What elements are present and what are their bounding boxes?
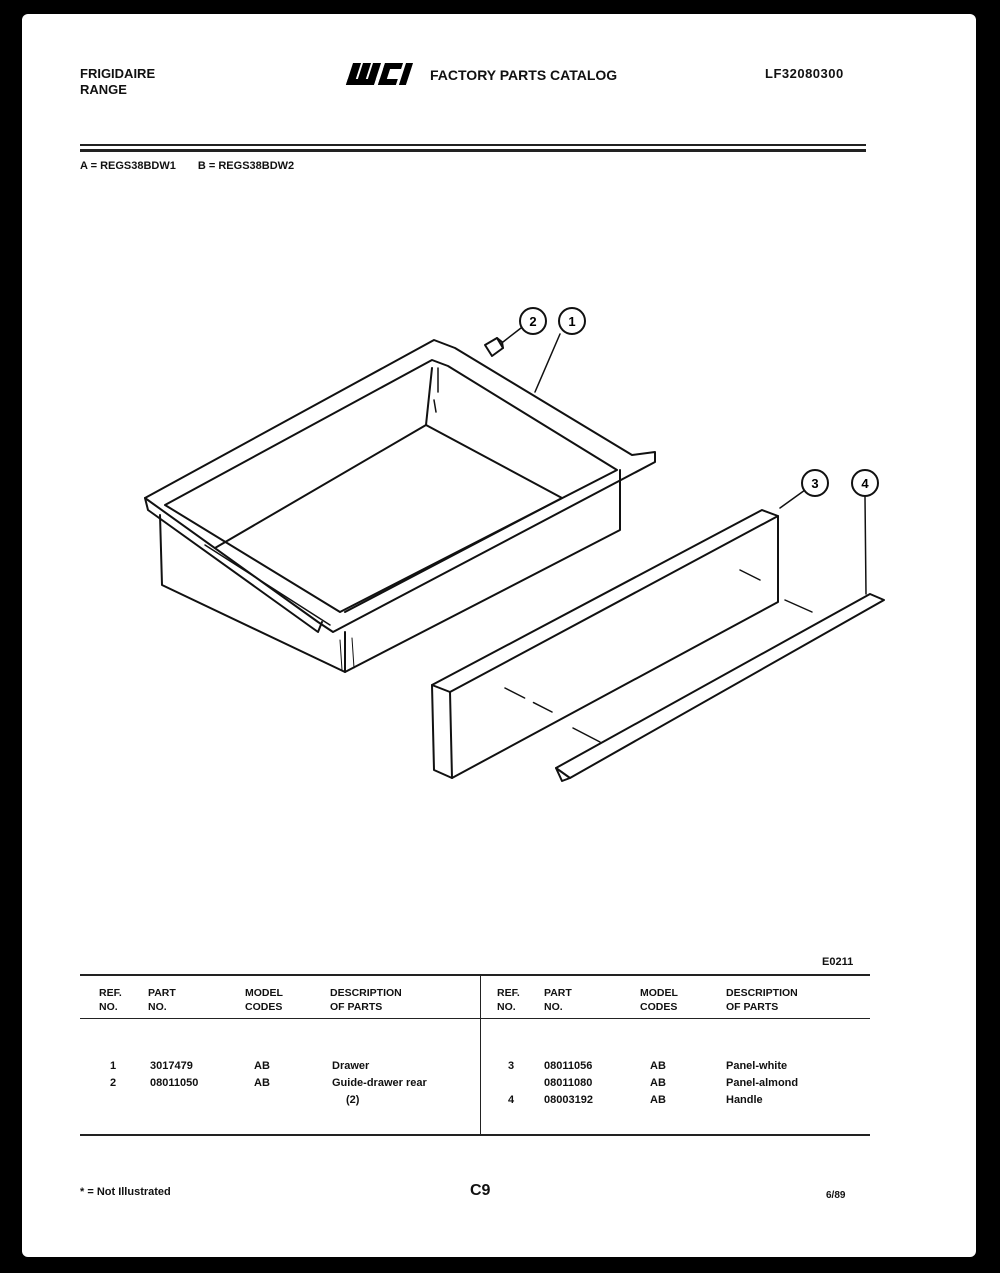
cell-ref: 2 (110, 1077, 117, 1089)
cell-desc: Panel-white (726, 1060, 788, 1072)
callout-3: 3 (811, 476, 819, 491)
header-desc-right: DESCRIPTION OF PARTS (726, 987, 798, 1013)
model-b: B = REGS38BDW2 (197, 160, 295, 172)
cell-desc: Guide-drawer rear (332, 1077, 427, 1089)
callout-group (520, 308, 878, 496)
header-part-right: PART NO. (544, 987, 572, 1013)
cell-part: 3017479 (150, 1060, 193, 1072)
cell-part: 08011056 (544, 1060, 593, 1072)
cell-ref: 1 (110, 1060, 117, 1072)
cell-model: AB (254, 1060, 270, 1072)
cell-part: 08011080 (544, 1077, 593, 1089)
cell-model: AB (650, 1077, 666, 1089)
callout-4: 4 (861, 476, 869, 491)
table-top-rule (80, 974, 870, 976)
cell-ref: 3 (508, 1060, 515, 1072)
cell-part: 08011050 (150, 1077, 199, 1089)
cell-desc: Drawer (332, 1060, 370, 1072)
header-ref-right: REF. NO. (497, 987, 520, 1013)
header-ref-left: REF. NO. (99, 987, 122, 1013)
callout-1: 1 (568, 314, 576, 329)
catalog-title: FACTORY PARTS CATALOG (430, 67, 618, 83)
cell-desc: Handle (726, 1094, 763, 1106)
cell-model: AB (650, 1094, 666, 1106)
brand-label: FRIGIDAIRE RANGE (80, 66, 156, 97)
table-header-rule (80, 1018, 870, 1019)
cell-ref: 4 (508, 1094, 515, 1106)
cell-model: AB (650, 1060, 666, 1072)
date-code: 6/89 (826, 1190, 846, 1201)
model-a: A = REGS38BDW1 (80, 160, 176, 172)
footnote: * = Not Illustrated (80, 1186, 171, 1198)
header-part-left: PART NO. (148, 987, 176, 1013)
figure-code: E0211 (822, 956, 854, 968)
callout-2: 2 (529, 314, 537, 329)
cell-model: AB (254, 1077, 270, 1089)
header-model-left: MODEL CODES (245, 987, 283, 1013)
table-column-divider (480, 976, 481, 1134)
cell-desc: Panel-almond (726, 1077, 799, 1089)
cell-desc: (2) (346, 1094, 360, 1106)
header-desc-left: DESCRIPTION OF PARTS (330, 987, 402, 1013)
page-code: C9 (470, 1182, 491, 1199)
drawer-handle-part (556, 594, 884, 781)
cell-part: 08003192 (544, 1094, 593, 1106)
drawer-guide-part (485, 338, 503, 356)
table-bottom-rule (80, 1134, 870, 1136)
catalog-number: LF32080300 (765, 66, 844, 81)
header-model-right: MODEL CODES (640, 987, 678, 1013)
